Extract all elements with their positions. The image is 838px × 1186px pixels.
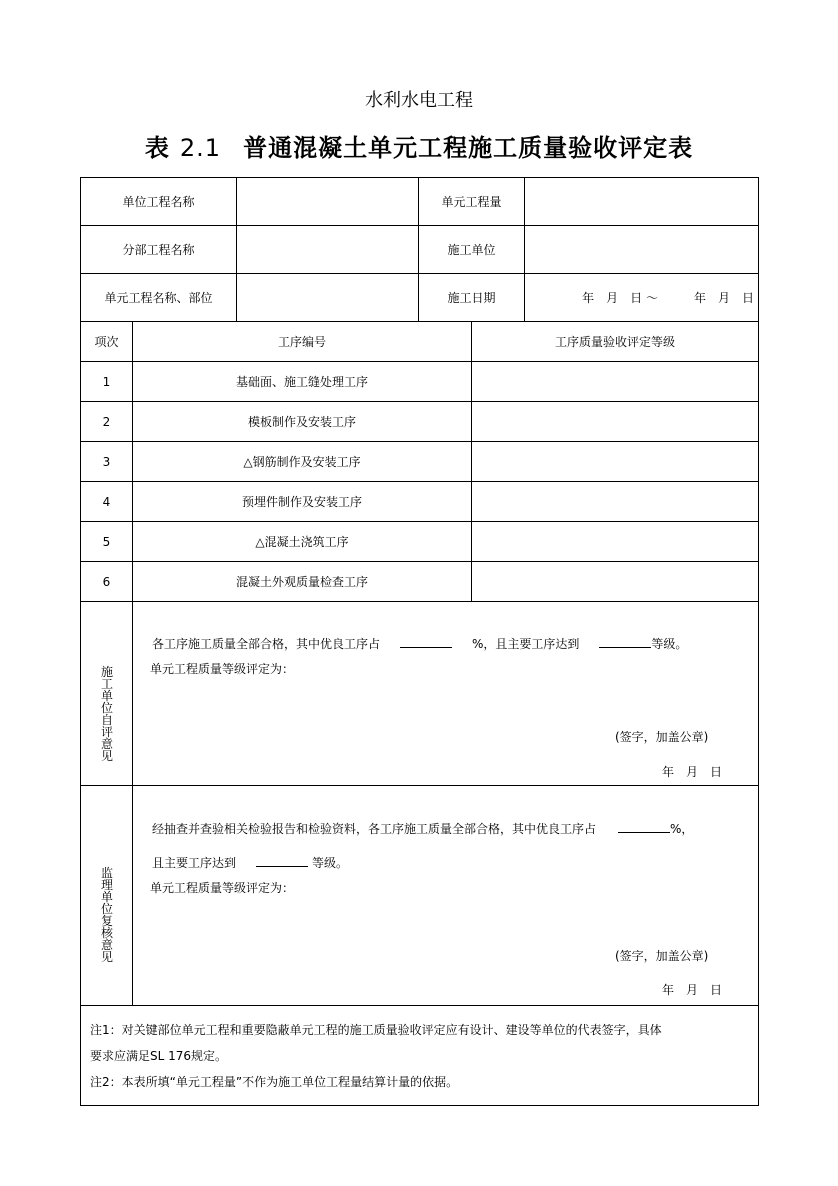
row-no: 6 bbox=[102, 574, 111, 589]
page-title bbox=[0, 128, 838, 163]
division-project-name-label: 分部工程名称 bbox=[122, 243, 195, 257]
construction-date-field[interactable]: 年 月 日 ～ 年 月 日 bbox=[582, 291, 754, 305]
row-process: 混凝土外观质量检查工序 bbox=[235, 575, 368, 589]
contractor-section-label: 施 工 单 位 自 评 意 见 bbox=[100, 665, 113, 763]
supervisor-main-process-grade-blank[interactable] bbox=[256, 854, 308, 867]
row-no: 5 bbox=[102, 534, 111, 549]
note-2: 注2：本表所填“单元工程量”不作为施工单位工程量结算计量的依据。 bbox=[90, 1075, 459, 1089]
contractor-signature: (签字，加盖公章) bbox=[615, 730, 709, 744]
note-1-line-1: 注1：对关键部位单元工程和重要隐蔽单元工程的施工质量验收评定应有设计、建设等单位的代表签字，具体 bbox=[90, 1023, 662, 1037]
page-subtitle: 水利水电工程 bbox=[365, 90, 473, 111]
contractor-line-1: 各工序施工质量全部合格，其中优良工序占 %，且主要工序达到 等级。 bbox=[152, 637, 688, 651]
col-header-process: 工序编号 bbox=[277, 335, 326, 349]
form-title: 普通混凝土单元工程施工质量验收评定表 bbox=[243, 134, 694, 162]
table-label: 表 bbox=[144, 134, 170, 162]
main-process-grade-blank[interactable] bbox=[599, 635, 651, 648]
construction-unit-field[interactable] bbox=[525, 226, 758, 273]
note-1-line-2: 要求应满足SL 176规定。 bbox=[90, 1049, 228, 1063]
supervisor-line-1: 经抽查并查验相关检验报告和检验资料，各工序施工质量全部合格，其中优良工序占 %， bbox=[152, 822, 694, 836]
col-header-grade: 工序质量验收评定等级 bbox=[554, 335, 675, 349]
row-grade-field[interactable] bbox=[472, 562, 758, 601]
row-process: 模板制作及安装工序 bbox=[247, 415, 356, 429]
contractor-date: 年 月 日 bbox=[662, 765, 723, 779]
construction-date-label: 施工日期 bbox=[447, 291, 496, 305]
row-process: 预埋件制作及安装工序 bbox=[241, 495, 362, 509]
row-no: 1 bbox=[102, 374, 111, 389]
unit-project-name-field[interactable] bbox=[237, 178, 418, 225]
row-process: △钢筋制作及安装工序 bbox=[243, 455, 361, 469]
unit-work-quantity-label: 单元工程量 bbox=[441, 195, 502, 209]
row-process: 基础面、施工缝处理工序 bbox=[235, 375, 368, 389]
supervisor-line-2: 且主要工序达到 等级。 bbox=[152, 856, 349, 870]
row-no: 2 bbox=[102, 414, 111, 429]
table-number: 2.1 bbox=[179, 134, 222, 162]
contractor-line-2: 单元工程质量等级评定为： bbox=[150, 662, 295, 676]
supervisor-signature: (签字，加盖公章) bbox=[615, 949, 709, 963]
row-divider bbox=[80, 785, 759, 786]
row-grade-field[interactable] bbox=[472, 482, 758, 521]
row-no: 3 bbox=[102, 454, 111, 469]
row-grade-field[interactable] bbox=[472, 442, 758, 481]
row-no: 4 bbox=[102, 494, 111, 509]
division-project-name-field[interactable] bbox=[237, 226, 418, 273]
row-divider bbox=[80, 1005, 759, 1006]
supervisor-line-3: 单元工程质量等级评定为： bbox=[150, 881, 295, 895]
unit-work-name-location-label: 单元工程名称、部位 bbox=[104, 291, 213, 305]
supervisor-date: 年 月 日 bbox=[662, 983, 723, 997]
supervisor-section-label: 监 理 单 位 复 核 意 见 bbox=[100, 866, 113, 964]
supervisor-excellent-rate-blank[interactable] bbox=[618, 820, 670, 833]
col-header-no: 项次 bbox=[94, 335, 119, 349]
unit-work-name-location-field[interactable] bbox=[237, 274, 418, 321]
row-grade-field[interactable] bbox=[472, 522, 758, 561]
unit-work-quantity-field[interactable] bbox=[525, 178, 758, 225]
excellent-rate-blank[interactable] bbox=[400, 635, 452, 648]
row-divider bbox=[80, 601, 759, 602]
row-grade-field[interactable] bbox=[472, 402, 758, 441]
row-process: △混凝土浇筑工序 bbox=[255, 535, 349, 549]
row-grade-field[interactable] bbox=[472, 362, 758, 401]
construction-unit-label: 施工单位 bbox=[447, 243, 496, 257]
unit-project-name-label: 单位工程名称 bbox=[122, 195, 195, 209]
